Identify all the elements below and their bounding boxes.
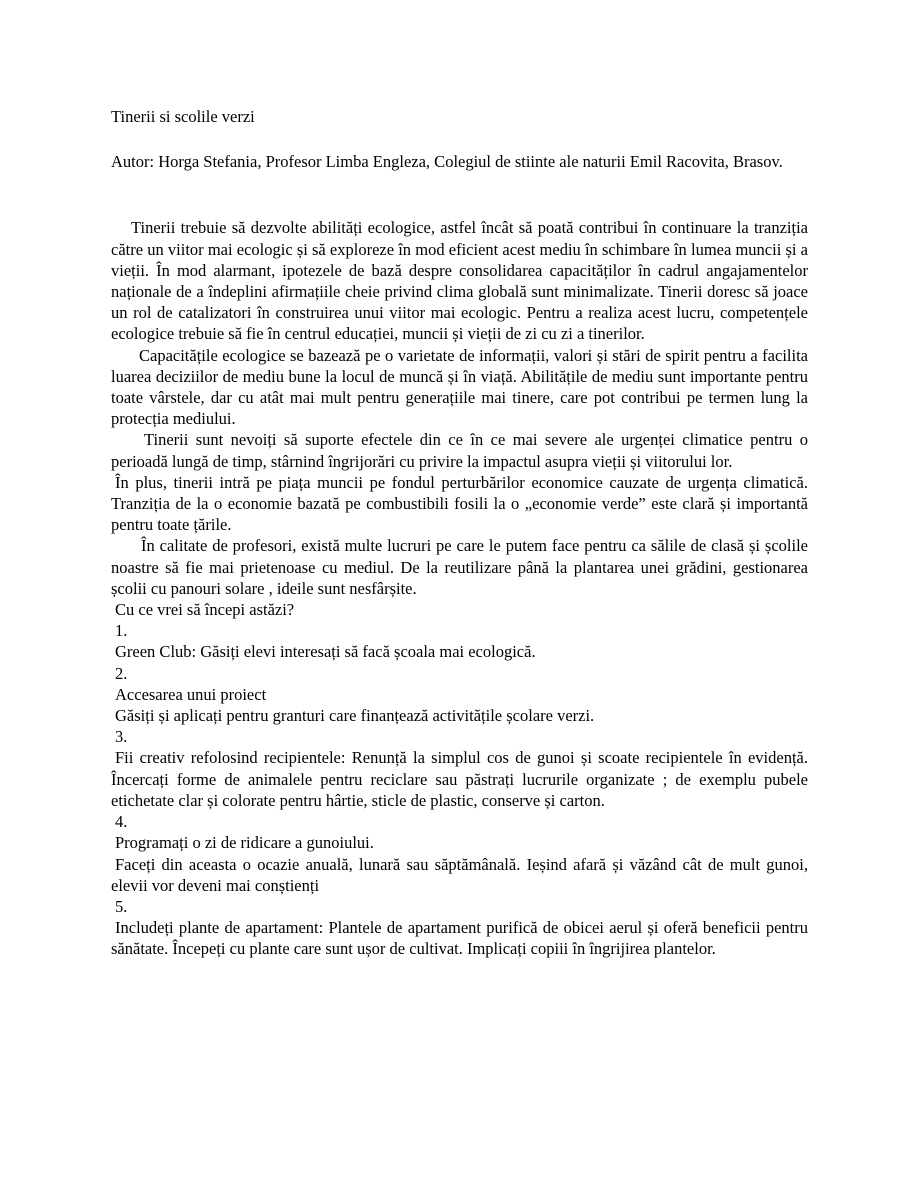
list-item-project-text: Găsiți și aplicați pentru granturi care finanțează activitățile școlare verzi.: [115, 706, 595, 726]
document-title: Tinerii si scolile verzi: [111, 107, 255, 126]
list-item-garbage-day-heading: Programați o zi de ridicare a gunoiului.: [115, 833, 374, 853]
list-number-5: 5.: [115, 896, 128, 916]
paragraph-intro: Tinerii trebuie să dezvolte abilități ecologice, astfel încât să poată contribui în continuare la tranziția către un viitor mai ecologic și să exploreze în mod eficient acest mediu în schimbare în lumea muncii și a vieții. În mod alarmant, ipotezele de bază despre consolidarea capacităților în cadrul angajamentelor naționale de a îndeplini afirmațiile cheie privind clima globală sunt minimalizate. Tinerii doresc să joace un rol de catalizatori în construirea unui viitor mai ecologic. Pentru a realiza acest lucru, competențele ecologice trebuie să fie în centrul educației, muncii și vieții de zi cu zi a tinerilor.: [111, 218, 808, 344]
question-line: Cu ce vrei să începi astăzi?: [115, 600, 295, 620]
paragraph-teachers: În calitate de profesori, există multe lucruri pe care le putem face pentru ca sălile de clasă și școlile noastre să fie mai prietenoase cu mediul. De la reutilizare până la plantarea unei grădini, gestionarea școlii cu panouri solare , ideile sunt nesfârșite.: [111, 536, 808, 598]
list-number-4: 4.: [115, 812, 128, 832]
list-item-recipients: Fii creativ refolosind recipientele: Renunță la simplul cos de gunoi și scoate recipientele în evidență. Încercați forme de animalele pentru reciclare sau păstrați lucrurile organizate ; de exemplu pubele etichetate clar și colorate pentru hârtie, sticle de plastic, conserve și carton.: [111, 748, 808, 810]
list-item-green-club: Green Club: Găsiți elevi interesați să facă școala mai ecologică.: [115, 642, 536, 662]
list-item-house-plants: Includeți plante de apartament: Plantele de apartament purifică de obicei aerul și oferă beneficii pentru sănătate. Începeți cu plante care sunt ușor de cultivat. Implicați copiii în îngrijirea plantelor.: [111, 918, 808, 959]
list-item-project-heading: Accesarea unui proiect: [115, 684, 267, 704]
list-number-3: 3.: [115, 727, 128, 747]
paragraph-capacities: Capacitățile ecologice se bazează pe o varietate de informații, valori și stări de spirit pentru a facilita luarea deciziilor de mediu bune la locul de muncă și în viață. Abilitățile de mediu sunt importante pentru toate vârstele, dar cu atât mai mult pentru generațiile mai tinere, care pot contribui pe termen lung la protecția mediului.: [111, 345, 808, 429]
paragraph-labor-market: În plus, tinerii intră pe piața muncii pe fondul perturbărilor economice cauzate de urgența climatică. Tranziția de la o economie bazată pe combustibili fosili la o „economie verde” este clară și importantă pentru toate țările.: [111, 472, 808, 535]
document-page: [111, 106, 808, 960]
list-number-2: 2.: [115, 663, 128, 683]
list-number-1: 1.: [115, 621, 128, 641]
author-line: Autor: Horga Stefania, Profesor Limba Engleza, Colegiul de stiinte ale naturii Emil Racovita, Brasov.: [111, 152, 783, 172]
list-item-garbage-day-text: Faceți din aceasta o ocazie anuală, lunară sau săptămânală. Ieșind afară și văzând cât de mult gunoi, elevii vor deveni mai conștienți: [111, 854, 808, 895]
paragraph-climate-urgency: Tinerii sunt nevoiți să suporte efectele din ce în ce mai severe ale urgenței climatice pentru o perioadă lungă de timp, stârnind îngrijorări cu privire la impactul asupra vieții și viitorului lor.: [111, 430, 808, 471]
